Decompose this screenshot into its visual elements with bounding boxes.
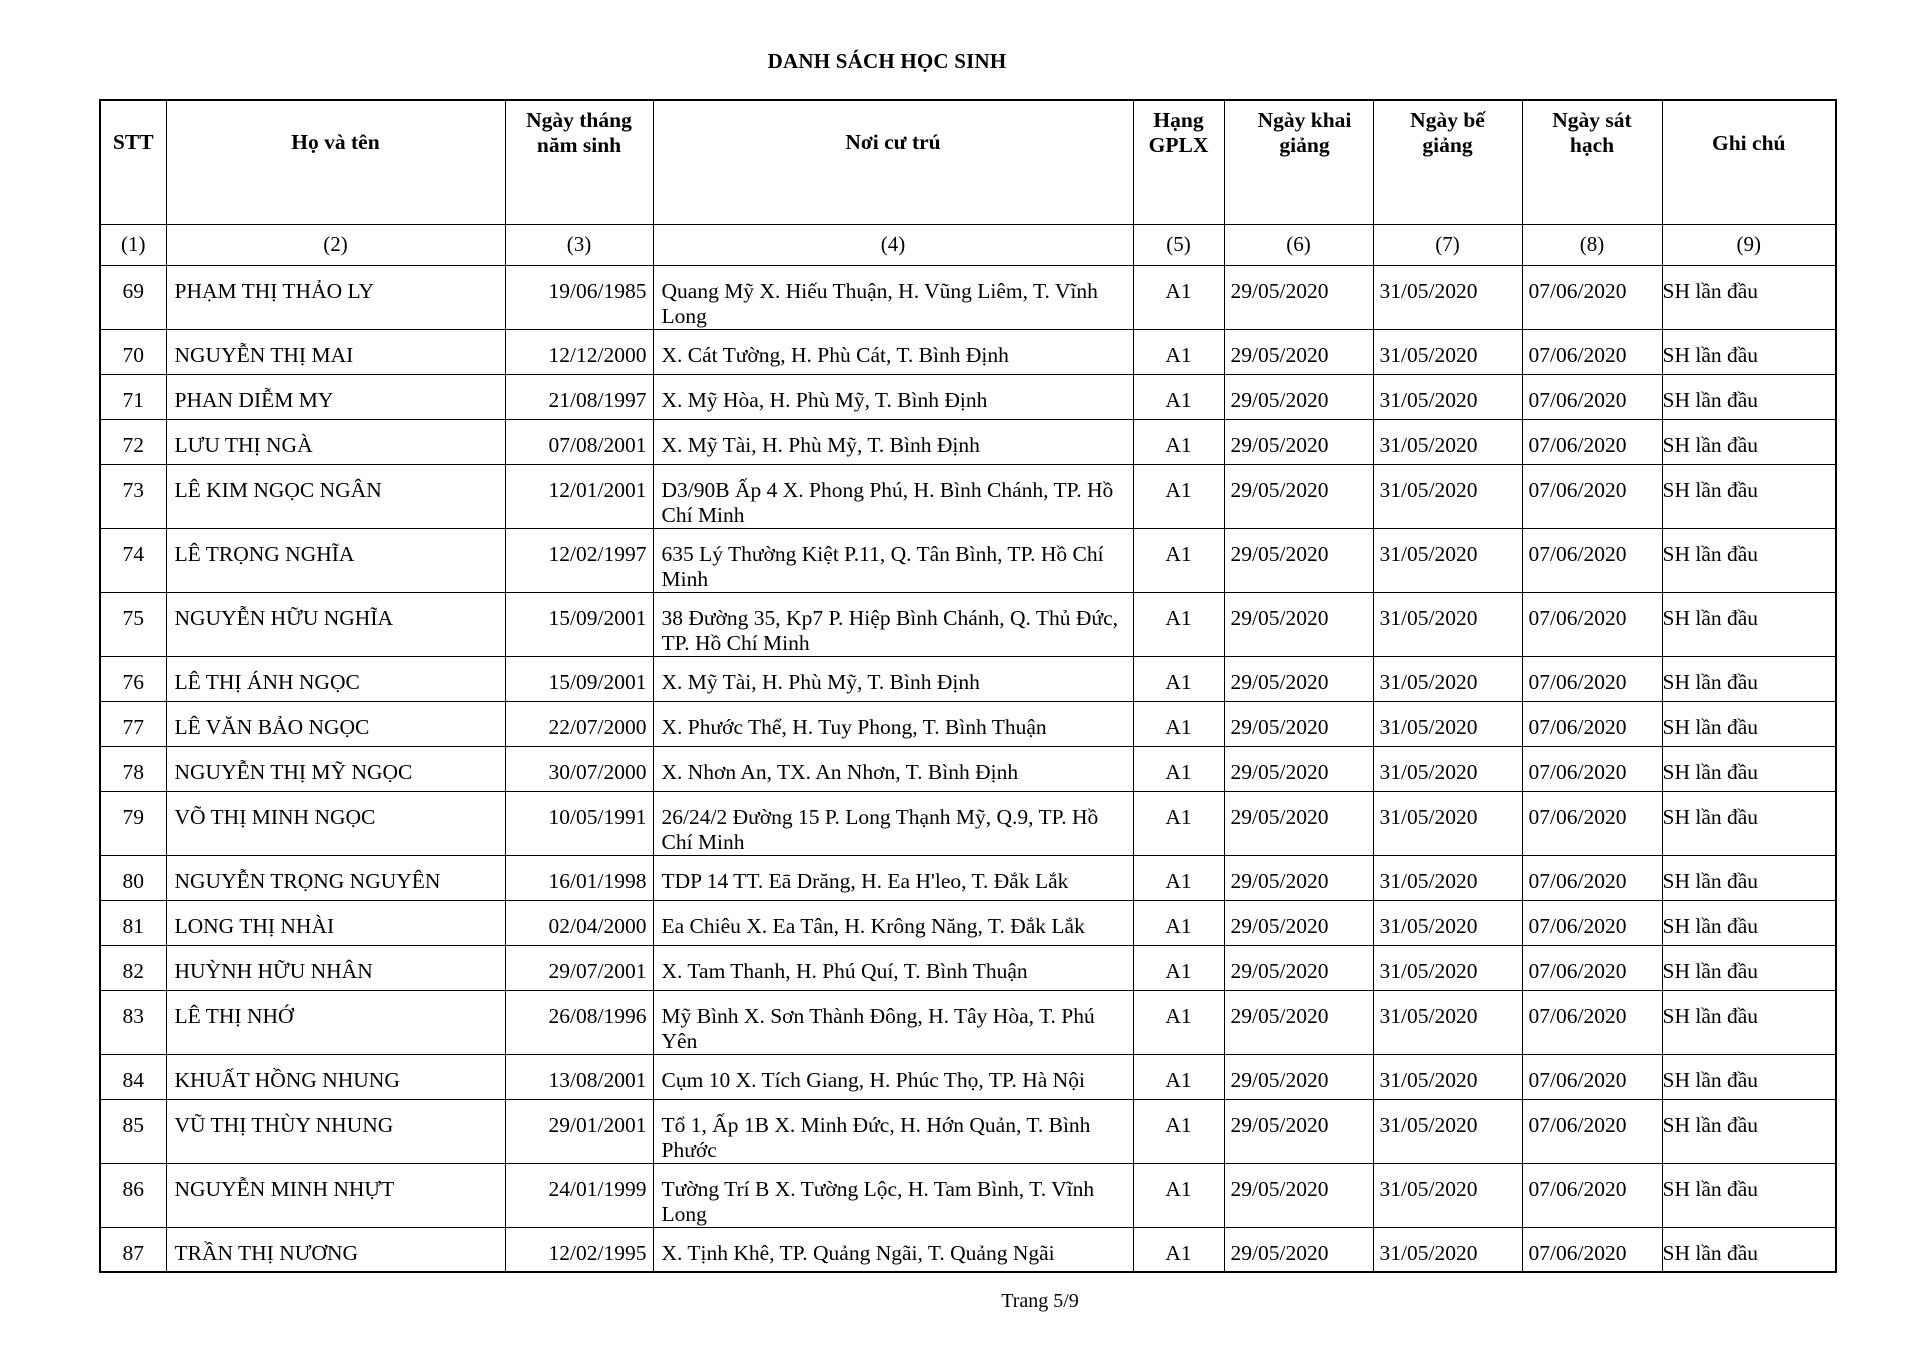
residence-address: D3/90B Ấp 4 X. Phong Phú, H. Bình Chánh, TP. Hồ Chí Minh xyxy=(653,464,1133,528)
row-number: 83 xyxy=(100,990,166,1054)
column-index: (7) xyxy=(1373,224,1522,265)
header-row xyxy=(100,100,1836,224)
table-row xyxy=(100,945,1836,990)
exam-date: 07/06/2020 xyxy=(1522,1227,1662,1272)
table-row xyxy=(100,1099,1836,1163)
note: SH lần đầu xyxy=(1662,1163,1836,1227)
residence-address: X. Nhơn An, TX. An Nhơn, T. Bình Định xyxy=(653,746,1133,791)
student-name: PHẠM THỊ THẢO LY xyxy=(166,265,505,329)
course-open-date: 29/05/2020 xyxy=(1224,592,1373,656)
note: SH lần đầu xyxy=(1662,701,1836,746)
student-name: LÊ THỊ ÁNH NGỌC xyxy=(166,656,505,701)
birth-date: 22/07/2000 xyxy=(505,701,653,746)
course-close-date: 31/05/2020 xyxy=(1373,1099,1522,1163)
license-class: A1 xyxy=(1133,1054,1224,1099)
exam-date: 07/06/2020 xyxy=(1522,855,1662,900)
residence-address: X. Mỹ Tài, H. Phù Mỹ, T. Bình Định xyxy=(653,656,1133,701)
residence-address: Cụm 10 X. Tích Giang, H. Phúc Thọ, TP. Hà Nội xyxy=(653,1054,1133,1099)
student-name: NGUYỄN TRỌNG NGUYÊN xyxy=(166,855,505,900)
column-index: (2) xyxy=(166,224,505,265)
residence-address: X. Mỹ Hòa, H. Phù Mỹ, T. Bình Định xyxy=(653,374,1133,419)
column-index: (4) xyxy=(653,224,1133,265)
course-open-date: 29/05/2020 xyxy=(1224,656,1373,701)
license-class: A1 xyxy=(1133,990,1224,1054)
residence-address: Ea Chiêu X. Ea Tân, H. Krông Năng, T. Đắk Lắk xyxy=(653,900,1133,945)
license-class: A1 xyxy=(1133,528,1224,592)
course-close-date: 31/05/2020 xyxy=(1373,900,1522,945)
column-header-exam-date: Ngày sát hạch xyxy=(1522,100,1662,224)
table-row xyxy=(100,746,1836,791)
row-number: 86 xyxy=(100,1163,166,1227)
exam-date: 07/06/2020 xyxy=(1522,791,1662,855)
note: SH lần đầu xyxy=(1662,900,1836,945)
column-header-address: Nơi cư trú xyxy=(653,100,1133,224)
table-row xyxy=(100,855,1836,900)
birth-date: 13/08/2001 xyxy=(505,1054,653,1099)
row-number: 81 xyxy=(100,900,166,945)
row-number: 76 xyxy=(100,656,166,701)
residence-address: 635 Lý Thường Kiệt P.11, Q. Tân Bình, TP. Hồ Chí Minh xyxy=(653,528,1133,592)
student-name: NGUYỄN HỮU NGHĨA xyxy=(166,592,505,656)
course-close-date: 31/05/2020 xyxy=(1373,701,1522,746)
note: SH lần đầu xyxy=(1662,1099,1836,1163)
row-number: 73 xyxy=(100,464,166,528)
license-class: A1 xyxy=(1133,945,1224,990)
column-header-license: Hạng GPLX xyxy=(1133,100,1224,224)
exam-date: 07/06/2020 xyxy=(1522,265,1662,329)
note: SH lần đầu xyxy=(1662,855,1836,900)
row-number: 85 xyxy=(100,1099,166,1163)
exam-date: 07/06/2020 xyxy=(1522,1054,1662,1099)
table-row xyxy=(100,592,1836,656)
column-header-dob: Ngày tháng năm sinh xyxy=(505,100,653,224)
table-row xyxy=(100,464,1836,528)
birth-date: 29/01/2001 xyxy=(505,1099,653,1163)
row-number: 77 xyxy=(100,701,166,746)
student-name: NGUYỄN MINH NHỰT xyxy=(166,1163,505,1227)
exam-date: 07/06/2020 xyxy=(1522,990,1662,1054)
residence-address: X. Tam Thanh, H. Phú Quí, T. Bình Thuận xyxy=(653,945,1133,990)
birth-date: 30/07/2000 xyxy=(505,746,653,791)
column-index-row xyxy=(100,224,1836,265)
note: SH lần đầu xyxy=(1662,1054,1836,1099)
course-close-date: 31/05/2020 xyxy=(1373,374,1522,419)
license-class: A1 xyxy=(1133,464,1224,528)
license-class: A1 xyxy=(1133,419,1224,464)
note: SH lần đầu xyxy=(1662,1227,1836,1272)
student-name: VÕ THỊ MINH NGỌC xyxy=(166,791,505,855)
row-number: 80 xyxy=(100,855,166,900)
row-number: 72 xyxy=(100,419,166,464)
table-row xyxy=(100,419,1836,464)
column-header-close-date: Ngày bế giảng xyxy=(1373,100,1522,224)
birth-date: 12/02/1997 xyxy=(505,528,653,592)
exam-date: 07/06/2020 xyxy=(1522,592,1662,656)
table-row xyxy=(100,656,1836,701)
column-index: (1) xyxy=(100,224,166,265)
residence-address: Quang Mỹ X. Hiếu Thuận, H. Vũng Liêm, T. Vĩnh Long xyxy=(653,265,1133,329)
column-header-note: Ghi chú xyxy=(1662,100,1836,224)
table-row xyxy=(100,701,1836,746)
license-class: A1 xyxy=(1133,656,1224,701)
course-open-date: 29/05/2020 xyxy=(1224,528,1373,592)
course-open-date: 29/05/2020 xyxy=(1224,374,1373,419)
course-open-date: 29/05/2020 xyxy=(1224,746,1373,791)
note: SH lần đầu xyxy=(1662,374,1836,419)
course-close-date: 31/05/2020 xyxy=(1373,1163,1522,1227)
column-header-stt: STT xyxy=(100,100,166,224)
note: SH lần đầu xyxy=(1662,265,1836,329)
license-class: A1 xyxy=(1133,1099,1224,1163)
residence-address: Mỹ Bình X. Sơn Thành Đông, H. Tây Hòa, T. Phú Yên xyxy=(653,990,1133,1054)
student-name: NGUYỄN THỊ MAI xyxy=(166,329,505,374)
student-name: LƯU THỊ NGÀ xyxy=(166,419,505,464)
table-row xyxy=(100,329,1836,374)
row-number: 75 xyxy=(100,592,166,656)
student-name: LÊ THỊ NHỚ xyxy=(166,990,505,1054)
page-number: Trang 5/9 xyxy=(1001,1290,1079,1312)
residence-address: X. Mỹ Tài, H. Phù Mỹ, T. Bình Định xyxy=(653,419,1133,464)
row-number: 69 xyxy=(100,265,166,329)
course-open-date: 29/05/2020 xyxy=(1224,329,1373,374)
row-number: 78 xyxy=(100,746,166,791)
table-row xyxy=(100,374,1836,419)
residence-address: 38 Đường 35, Kp7 P. Hiệp Bình Chánh, Q. Thủ Đức, TP. Hồ Chí Minh xyxy=(653,592,1133,656)
course-open-date: 29/05/2020 xyxy=(1224,990,1373,1054)
birth-date: 15/09/2001 xyxy=(505,592,653,656)
birth-date: 12/01/2001 xyxy=(505,464,653,528)
birth-date: 10/05/1991 xyxy=(505,791,653,855)
exam-date: 07/06/2020 xyxy=(1522,746,1662,791)
course-close-date: 31/05/2020 xyxy=(1373,855,1522,900)
row-number: 70 xyxy=(100,329,166,374)
column-header-open-date: Ngày khai giảng xyxy=(1224,100,1373,224)
exam-date: 07/06/2020 xyxy=(1522,329,1662,374)
course-open-date: 29/05/2020 xyxy=(1224,900,1373,945)
residence-address: X. Tịnh Khê, TP. Quảng Ngãi, T. Quảng Ngãi xyxy=(653,1227,1133,1272)
note: SH lần đầu xyxy=(1662,746,1836,791)
exam-date: 07/06/2020 xyxy=(1522,656,1662,701)
note: SH lần đầu xyxy=(1662,990,1836,1054)
student-name: PHAN DIỄM MY xyxy=(166,374,505,419)
course-close-date: 31/05/2020 xyxy=(1373,791,1522,855)
course-open-date: 29/05/2020 xyxy=(1224,1054,1373,1099)
row-number: 82 xyxy=(100,945,166,990)
course-open-date: 29/05/2020 xyxy=(1224,1099,1373,1163)
course-open-date: 29/05/2020 xyxy=(1224,419,1373,464)
course-open-date: 29/05/2020 xyxy=(1224,464,1373,528)
row-number: 71 xyxy=(100,374,166,419)
license-class: A1 xyxy=(1133,374,1224,419)
exam-date: 07/06/2020 xyxy=(1522,464,1662,528)
student-table xyxy=(99,99,1837,1273)
student-name: VŨ THỊ THÙY NHUNG xyxy=(166,1099,505,1163)
note: SH lần đầu xyxy=(1662,656,1836,701)
table-row xyxy=(100,990,1836,1054)
residence-address: X. Phước Thể, H. Tuy Phong, T. Bình Thuận xyxy=(653,701,1133,746)
column-index: (5) xyxy=(1133,224,1224,265)
course-open-date: 29/05/2020 xyxy=(1224,1163,1373,1227)
table-row xyxy=(100,1163,1836,1227)
document-title: DANH SÁCH HỌC SINH xyxy=(767,49,1007,73)
birth-date: 24/01/1999 xyxy=(505,1163,653,1227)
student-name: LÊ VĂN BẢO NGỌC xyxy=(166,701,505,746)
note: SH lần đầu xyxy=(1662,329,1836,374)
exam-date: 07/06/2020 xyxy=(1522,528,1662,592)
note: SH lần đầu xyxy=(1662,419,1836,464)
license-class: A1 xyxy=(1133,746,1224,791)
license-class: A1 xyxy=(1133,791,1224,855)
course-close-date: 31/05/2020 xyxy=(1373,656,1522,701)
residence-address: Tường Trí B X. Tường Lộc, H. Tam Bình, T. Vĩnh Long xyxy=(653,1163,1133,1227)
birth-date: 26/08/1996 xyxy=(505,990,653,1054)
note: SH lần đầu xyxy=(1662,791,1836,855)
course-close-date: 31/05/2020 xyxy=(1373,528,1522,592)
student-name: LONG THỊ NHÀI xyxy=(166,900,505,945)
course-open-date: 29/05/2020 xyxy=(1224,791,1373,855)
column-index: (8) xyxy=(1522,224,1662,265)
student-name: NGUYỄN THỊ MỸ NGỌC xyxy=(166,746,505,791)
course-open-date: 29/05/2020 xyxy=(1224,701,1373,746)
table-row xyxy=(100,1227,1836,1272)
residence-address: Tổ 1, Ấp 1B X. Minh Đức, H. Hớn Quản, T. Bình Phước xyxy=(653,1099,1133,1163)
column-index: (6) xyxy=(1224,224,1373,265)
birth-date: 12/12/2000 xyxy=(505,329,653,374)
course-close-date: 31/05/2020 xyxy=(1373,1227,1522,1272)
course-close-date: 31/05/2020 xyxy=(1373,945,1522,990)
column-header-name: Họ và tên xyxy=(166,100,505,224)
table-row xyxy=(100,900,1836,945)
table-row xyxy=(100,791,1836,855)
course-close-date: 31/05/2020 xyxy=(1373,746,1522,791)
exam-date: 07/06/2020 xyxy=(1522,374,1662,419)
course-open-date: 29/05/2020 xyxy=(1224,945,1373,990)
birth-date: 02/04/2000 xyxy=(505,900,653,945)
exam-date: 07/06/2020 xyxy=(1522,900,1662,945)
exam-date: 07/06/2020 xyxy=(1522,701,1662,746)
student-name: KHUẤT HỒNG NHUNG xyxy=(166,1054,505,1099)
student-name: LÊ KIM NGỌC NGÂN xyxy=(166,464,505,528)
course-open-date: 29/05/2020 xyxy=(1224,1227,1373,1272)
table-row xyxy=(100,265,1836,329)
row-number: 87 xyxy=(100,1227,166,1272)
license-class: A1 xyxy=(1133,265,1224,329)
exam-date: 07/06/2020 xyxy=(1522,945,1662,990)
residence-address: 26/24/2 Đường 15 P. Long Thạnh Mỹ, Q.9, TP. Hồ Chí Minh xyxy=(653,791,1133,855)
course-open-date: 29/05/2020 xyxy=(1224,265,1373,329)
row-number: 74 xyxy=(100,528,166,592)
birth-date: 15/09/2001 xyxy=(505,656,653,701)
exam-date: 07/06/2020 xyxy=(1522,1163,1662,1227)
birth-date: 16/01/1998 xyxy=(505,855,653,900)
license-class: A1 xyxy=(1133,855,1224,900)
course-close-date: 31/05/2020 xyxy=(1373,329,1522,374)
license-class: A1 xyxy=(1133,1163,1224,1227)
birth-date: 21/08/1997 xyxy=(505,374,653,419)
table-body xyxy=(100,265,1836,1272)
table-row xyxy=(100,528,1836,592)
student-name: LÊ TRỌNG NGHĨA xyxy=(166,528,505,592)
birth-date: 29/07/2001 xyxy=(505,945,653,990)
course-close-date: 31/05/2020 xyxy=(1373,419,1522,464)
course-open-date: 29/05/2020 xyxy=(1224,855,1373,900)
course-close-date: 31/05/2020 xyxy=(1373,464,1522,528)
birth-date: 12/02/1995 xyxy=(505,1227,653,1272)
row-number: 79 xyxy=(100,791,166,855)
birth-date: 19/06/1985 xyxy=(505,265,653,329)
row-number: 84 xyxy=(100,1054,166,1099)
exam-date: 07/06/2020 xyxy=(1522,419,1662,464)
license-class: A1 xyxy=(1133,592,1224,656)
note: SH lần đầu xyxy=(1662,945,1836,990)
residence-address: X. Cát Tường, H. Phù Cát, T. Bình Định xyxy=(653,329,1133,374)
column-index: (3) xyxy=(505,224,653,265)
license-class: A1 xyxy=(1133,900,1224,945)
course-close-date: 31/05/2020 xyxy=(1373,990,1522,1054)
note: SH lần đầu xyxy=(1662,592,1836,656)
course-close-date: 31/05/2020 xyxy=(1373,592,1522,656)
license-class: A1 xyxy=(1133,329,1224,374)
birth-date: 07/08/2001 xyxy=(505,419,653,464)
course-close-date: 31/05/2020 xyxy=(1373,1054,1522,1099)
residence-address: TDP 14 TT. Eā Drăng, H. Ea H'leo, T. Đắk Lắk xyxy=(653,855,1133,900)
table-row xyxy=(100,1054,1836,1099)
license-class: A1 xyxy=(1133,1227,1224,1272)
note: SH lần đầu xyxy=(1662,528,1836,592)
course-close-date: 31/05/2020 xyxy=(1373,265,1522,329)
student-name: HUỲNH HỮU NHÂN xyxy=(166,945,505,990)
note: SH lần đầu xyxy=(1662,464,1836,528)
column-index: (9) xyxy=(1662,224,1836,265)
student-name: TRẦN THỊ NƯƠNG xyxy=(166,1227,505,1272)
license-class: A1 xyxy=(1133,701,1224,746)
exam-date: 07/06/2020 xyxy=(1522,1099,1662,1163)
